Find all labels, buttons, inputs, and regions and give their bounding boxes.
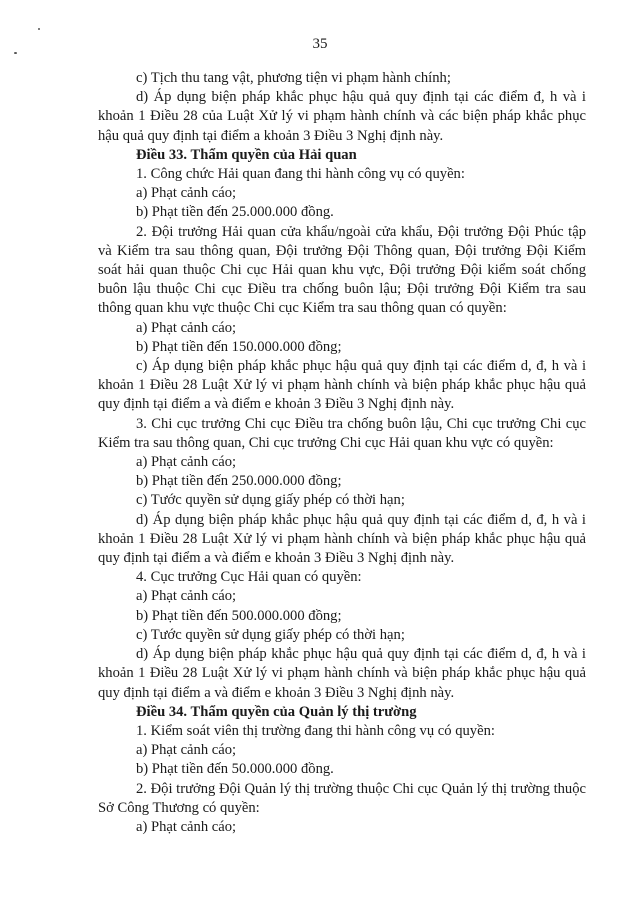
article-heading: Điều 34. Thẩm quyền của Quản lý thị trường xyxy=(136,703,417,720)
paragraph: c) Áp dụng biện pháp khắc phục hậu quả quy định tại các điểm d, đ, h và i khoản 1 Điều 28 Luật Xử lý vi phạm hành chính và biện pháp khắc phục hậu quả quy định tại điểm a và điểm e khoản 3 Điều 3 Nghị định này. xyxy=(98,358,586,413)
document-body xyxy=(98,69,586,837)
paragraph: 4. Cục trưởng Cục Hải quan có quyền: xyxy=(136,569,362,586)
paragraph: a) Phạt cảnh cáo; xyxy=(136,454,237,471)
paragraph: a) Phạt cảnh cáo; xyxy=(136,319,237,336)
paragraph: c) Tước quyền sử dụng giấy phép có thời hạn; xyxy=(136,492,405,509)
paragraph: 1. Kiểm soát viên thị trường đang thi hành công vụ có quyền: xyxy=(136,722,495,739)
page-number: 35 xyxy=(312,36,328,52)
paragraph: 1. Công chức Hải quan đang thi hành công vụ có quyền: xyxy=(136,166,465,183)
paragraph: b) Phạt tiền đến 250.000.000 đồng; xyxy=(136,473,342,490)
paragraph: c) Tịch thu tang vật, phương tiện vi phạm hành chính; xyxy=(136,70,451,86)
paragraph: b) Phạt tiền đến 150.000.000 đồng; xyxy=(136,338,342,355)
paragraph: b) Phạt tiền đến 500.000.000 đồng; xyxy=(136,607,342,624)
paragraph: a) Phạt cảnh cáo; xyxy=(136,818,237,835)
paragraph: d) Áp dụng biện pháp khắc phục hậu quả quy định tại các điểm d, đ, h và i khoản 1 Điều 28 Luật Xử lý vi phạm hành chính và biện pháp khắc phục hậu quả quy định tại điểm a và điểm e khoản 3 Điều 3 Nghị định này. xyxy=(98,511,586,567)
paragraph: 2. Đội trưởng Hải quan cửa khẩu/ngoài cửa khẩu, Đội trưởng Đội Phúc tập và Kiểm tra sau thông quan, Đội trưởng Đội Thông quan, Đội trưởng Đội Kiểm soát hải quan thuộc Chi cục Hải quan khu vực, Đội trưởng Đội kiểm soát chống buôn lậu thuộc Chi cục Điều tra chống buôn lậu; Đội trưởng Đội Kiểm tra sau thông quan khu vực thuộc Chi cục Kiểm tra sau thông quan có quyền: xyxy=(98,223,586,317)
paragraph: b) Phạt tiền đến 50.000.000 đồng. xyxy=(136,761,334,778)
paragraph: 3. Chi cục trưởng Chi cục Điều tra chống buôn lậu, Chi cục trưởng Chi cục Kiểm tra sau thông quan, Chi cục trưởng Chi cục Hải quan khu vực có quyền: xyxy=(98,415,586,451)
paragraph: c) Tước quyền sử dụng giấy phép có thời hạn; xyxy=(136,626,405,643)
scan-speck xyxy=(38,28,40,30)
paragraph: 2. Đội trưởng Đội Quản lý thị trường thuộc Chi cục Quản lý thị trường thuộc Sở Công Thương có quyền: xyxy=(98,780,586,816)
paragraph: a) Phạt cảnh cáo; xyxy=(136,588,237,605)
paragraph: d) Áp dụng biện pháp khắc phục hậu quả quy định tại các điểm đ, h và i khoản 1 Điều 28 của Luật Xử lý vi phạm hành chính và các biện pháp khắc phục hậu quả quy định tại điểm a khoản 3 Điều 3 Nghị định này. xyxy=(98,89,586,144)
paragraph: a) Phạt cảnh cáo; xyxy=(136,185,237,202)
paragraph: b) Phạt tiền đến 25.000.000 đồng. xyxy=(136,204,334,221)
paragraph: d) Áp dụng biện pháp khắc phục hậu quả quy định tại các điểm d, đ, h và i khoản 1 Điều 28 Luật Xử lý vi phạm hành chính và biện pháp khắc phục hậu quả quy định tại điểm a và điểm e khoản 3 Điều 3 Nghị định này. xyxy=(98,646,586,701)
article-heading: Điều 33. Thẩm quyền của Hải quan xyxy=(136,146,357,163)
paragraph: a) Phạt cảnh cáo; xyxy=(136,742,237,759)
